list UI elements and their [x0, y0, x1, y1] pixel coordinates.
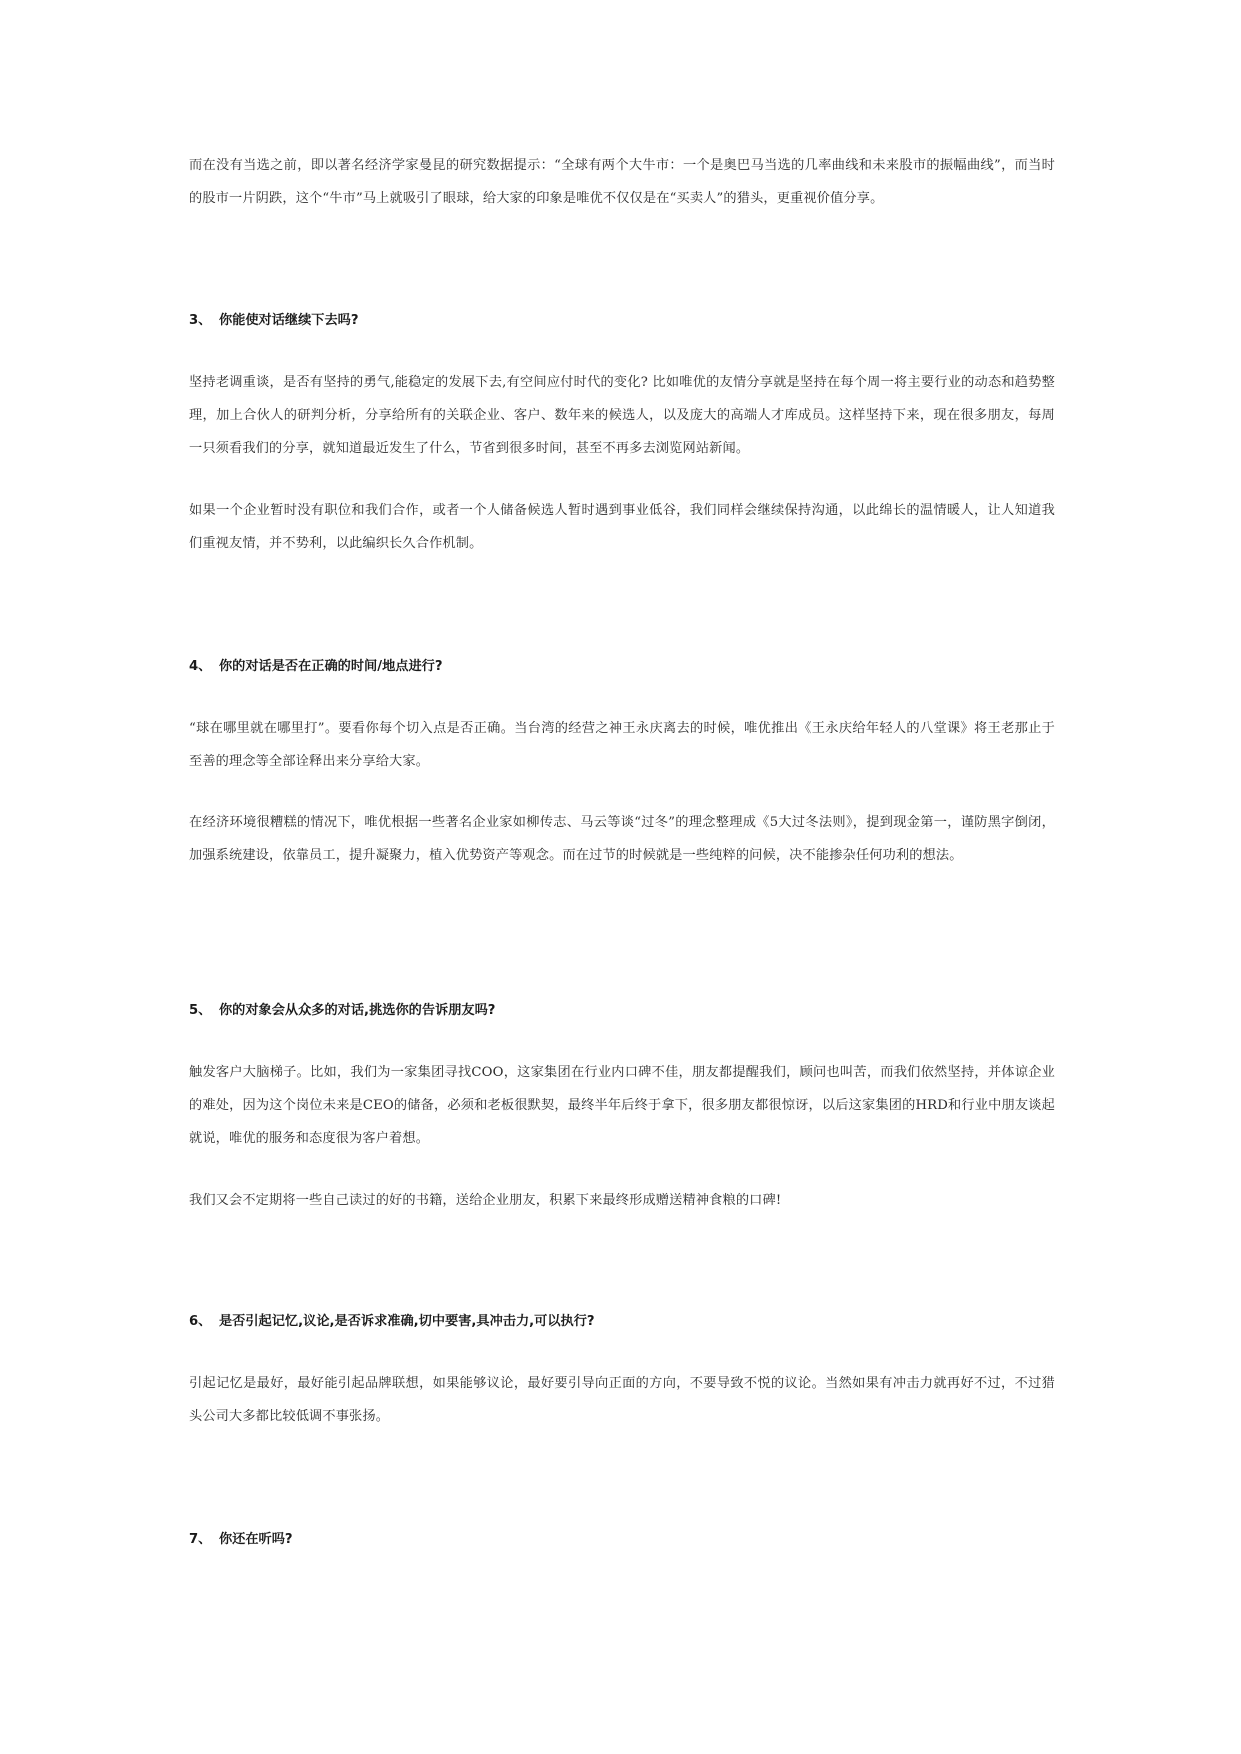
- paragraph: “球在哪里就在哪里打”。要看你每个切入点是否正确。当台湾的经营之神王永庆离去的时候，唯优推出《王永庆给年轻人的八堂课》将王老那止于至善的理念等全部诠释出来分享给大家。: [189, 721, 1055, 769]
- section-heading: [189, 1312, 1055, 1332]
- section-number: 6、: [189, 1314, 212, 1329]
- section-6-heading: [189, 1312, 1055, 1332]
- section-4-body-2: [189, 806, 1055, 872]
- paragraph: 在经济环境很糟糕的情况下，唯优根据一些著名企业家如柳传志、马云等谈“过冬”的理念整理成《5大过冬法则》，提到现金第一，谨防黑字倒闭，加强系统建设，依靠员工，提升凝聚力，植入优势资产等观念。而在过节的时候就是一些纯粹的问候，决不能掺杂任何功利的想法。: [189, 815, 1055, 863]
- paragraph: 如果一个企业暂时没有职位和我们合作，或者一个人储备候选人暂时遇到事业低谷，我们同样会继续保持沟通，以此绵长的温情暖人，让人知道我们重视友情，并不势利，以此编织长久合作机制。: [189, 503, 1055, 551]
- paragraph: 坚持老调重谈，是否有坚持的勇气,能稳定的发展下去,有空间应付时代的变化? 比如唯优的友情分享就是坚持在每个周一将主要行业的动态和趋势整理，加上合伙人的研判分析，分享给所有的关联企业、客户、数年来的候选人，以及庞大的高端人才库成员。这样坚持下来，现在很多朋友，每周一只须看我们的分享，就知道最近发生了什么，节省到很多时间，甚至不再多去浏览网站新闻。: [189, 375, 1055, 456]
- section-title: 你还在听吗?: [219, 1532, 293, 1547]
- section-5-body: [189, 1056, 1055, 1155]
- section-5-body-2: [189, 1184, 1055, 1217]
- section-3-heading: [189, 311, 1055, 331]
- section-4-heading: [189, 657, 1055, 677]
- section-title: 你能使对话继续下去吗?: [219, 313, 359, 328]
- section-number: 3、: [189, 313, 212, 328]
- section-3-body: [189, 366, 1055, 465]
- section-number: 5、: [189, 1003, 212, 1018]
- section-6-body: [189, 1367, 1055, 1433]
- section-heading: [189, 311, 1055, 331]
- paragraph: 引起记忆是最好，最好能引起品牌联想，如果能够议论，最好要引导向正面的方向，不要导致不悦的议论。当然如果有冲击力就再好不过，不过猎头公司大多都比较低调不事张扬。: [189, 1376, 1055, 1424]
- section-heading: [189, 657, 1055, 677]
- section-title: 是否引起记忆,议论,是否诉求准确,切中要害,具冲击力,可以执行?: [219, 1314, 595, 1329]
- section-5-heading: [189, 1001, 1055, 1021]
- section-heading: [189, 1530, 1055, 1550]
- section-number: 4、: [189, 659, 212, 674]
- section-title: 你的对象会从众多的对话,挑选你的告诉朋友吗?: [219, 1003, 496, 1018]
- section-7-heading: [189, 1530, 1055, 1550]
- section-4-body: [189, 712, 1055, 778]
- intro-section: [189, 149, 1055, 215]
- section-heading: [189, 1001, 1055, 1021]
- paragraph: 触发客户大脑梯子。比如，我们为一家集团寻找COO，这家集团在行业内口碑不佳，朋友都提醒我们，顾问也叫苦，而我们依然坚持，并体谅企业的难处，因为这个岗位未来是CEO的储备，必须和老板很默契，最终半年后终于拿下，很多朋友都很惊讶，以后这家集团的HRD和行业中朋友谈起就说，唯优的服务和态度很为客户着想。: [189, 1065, 1055, 1146]
- paragraph: 我们又会不定期将一些自己读过的好的书籍，送给企业朋友，积累下来最终形成赠送精神食粮的口碑!: [189, 1193, 782, 1208]
- section-number: 7、: [189, 1532, 212, 1547]
- section-title: 你的对话是否在正确的时间/地点进行?: [219, 659, 443, 674]
- paragraph: 而在没有当选之前，即以著名经济学家曼昆的研究数据提示：“全球有两个大牛市：一个是奥巴马当选的几率曲线和未来股市的振幅曲线”，而当时的股市一片阴跌，这个“牛市”马上就吸引了眼球，给大家的印象是唯优不仅仅是在“买卖人”的猎头，更重视价值分享。: [189, 158, 1055, 206]
- section-3-body-2: [189, 494, 1055, 560]
